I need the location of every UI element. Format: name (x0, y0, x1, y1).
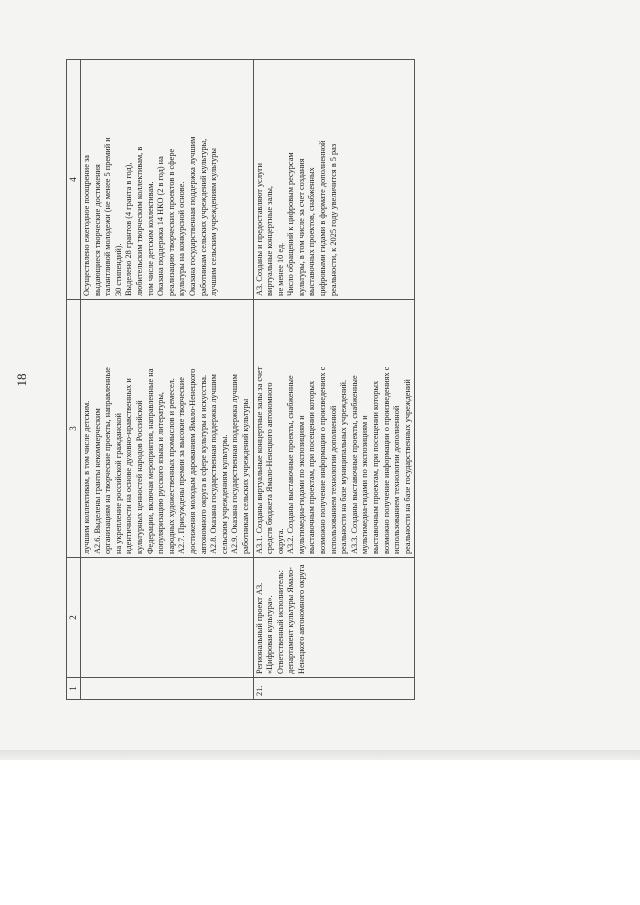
text-line: культуры на конкурсной основе. (177, 181, 187, 296)
table-row (253, 60, 415, 700)
text-line: достижения молодым дарованиям Ямало-Ненецкого (187, 368, 197, 554)
table-header-row (67, 60, 81, 700)
text-line: Число обращений к цифровым ресурсам (286, 152, 296, 296)
text-line: выдающиеся творческие достижения (92, 164, 102, 296)
text-line: выставочным проектам, при посещении которых (371, 380, 381, 554)
text-line: лучшим сельским учреждениям культуры (209, 148, 219, 296)
text-line: выставочным проектам, при посещении которых (307, 380, 317, 554)
text-line: возможно получение информации о произведениях с (318, 366, 328, 554)
results-cell (81, 60, 254, 300)
text-line: автономного округа в сфере культуры и искусства. (198, 374, 208, 554)
text-line: А2.7. Присуждены премии за высокие творческие (177, 377, 187, 554)
text-line: лучшим коллективам, в том числе детским. (82, 400, 91, 554)
text-line: Оказана государственная поддержка лучшим (187, 136, 197, 296)
text-line: А2.8. Оказана государственная поддержка лучшим (209, 374, 219, 554)
text-line: Ненецкого автономного округа (296, 564, 306, 674)
text-line: популяризацию русского языка и литературы, (156, 391, 166, 554)
column-header-1: 1 (67, 678, 81, 700)
text-line: любительским творческим коллективам, в (134, 146, 144, 296)
text-line: средств бюджета Ямало-Ненецкого автономного (265, 382, 275, 554)
page-number: 18 (14, 373, 29, 387)
activities-cell (81, 300, 254, 558)
column-header-3: 3 (67, 300, 81, 558)
column-header-4: 4 (67, 60, 81, 300)
text-line: А3.2. Созданы выставочные проекты, снабженные (286, 375, 296, 554)
text-line: Выделено 28 грантов (4 гранта в год), (124, 162, 134, 296)
text-line: реальности на базе государственных учреждений (402, 379, 412, 554)
text-line: использованием технологии дополненной (328, 405, 338, 554)
text-line: работникам сельских учреждений культуры, (198, 138, 208, 296)
text-line: том числе детским коллективам. (145, 181, 155, 296)
text-line: на укрепление российской гражданской (113, 412, 123, 554)
text-line: работникам сельских учреждений культуры (240, 398, 250, 554)
text-line: использованием технологии дополненной (392, 405, 402, 554)
table-row (81, 60, 254, 700)
text-line: А2.6. Выделены гранты некоммерческим (92, 408, 102, 554)
project-cell (81, 558, 254, 678)
column-header-2: 2 (67, 558, 81, 678)
text-line: Оказана поддержка 14 НКО (2 в год) на (156, 156, 166, 296)
text-line: виртуальные концертные залы, (265, 186, 275, 296)
text-line: А3. Созданы и предоставляют услуги (254, 163, 264, 296)
text-line: народных художественных промыслов и ремесел. (166, 378, 176, 554)
activities-cell (253, 300, 415, 558)
text-line: идентичности на основе духовно-нравственных и (124, 378, 134, 554)
row-number-cell: 21. (253, 678, 415, 700)
text-line: мультимедиа-гидами по экспозициям и (296, 415, 306, 554)
text-line: А2.9. Оказана государственная поддержка лучшим (230, 374, 240, 554)
text-line: культуры, в том числе за счет создания (296, 158, 306, 296)
text-line: «Цифровая культура». (265, 595, 275, 674)
text-line: организациям на творческие проекты, направленные (103, 367, 113, 554)
text-line: не менее 10 ед. (275, 242, 285, 296)
text-line: реальности, к 2025 году увеличится в 5 раз (328, 143, 338, 296)
text-line: культурных ценностей народов Российской (134, 400, 144, 554)
text-line: Региональный проект А3. (254, 582, 264, 674)
project-cell (253, 558, 415, 678)
text-line: Федерации, включая мероприятия, направленные на (145, 368, 155, 554)
text-line: 30 стипендий). (113, 243, 123, 296)
text-line: выставочных проектов, снабженных (307, 167, 317, 296)
text-line: Осуществлено ежегодное поощрение за (82, 155, 91, 296)
text-line: реальности на базе муниципальных учреждений. (339, 379, 349, 554)
text-line: А3.1. Созданы виртуальные концертные залы за счет (254, 366, 264, 554)
activities-table (66, 59, 415, 700)
results-cell (253, 60, 415, 300)
text-line: департамент культуры Ямало- (286, 567, 296, 674)
text-line: Ответственный исполнитель: (275, 570, 285, 674)
table-body (81, 60, 415, 700)
text-line: реализацию творческих проектов в сфере (166, 148, 176, 296)
text-line: возможно получение информации о произведениях с (381, 366, 391, 554)
text-line: талантливой молодежи (не менее 5 премий и (103, 137, 113, 296)
row-number-cell (81, 678, 254, 700)
text-line: цифровыми гидами в формате дополненной (318, 140, 328, 296)
text-line: сельским учреждениям культуры. (219, 434, 229, 554)
text-line: мультимедиа-гидами по экспозициям и (360, 415, 370, 554)
text-line: округа. (275, 528, 285, 554)
text-line: А3.3. Созданы выставочные проекты, снабженные (349, 375, 359, 554)
